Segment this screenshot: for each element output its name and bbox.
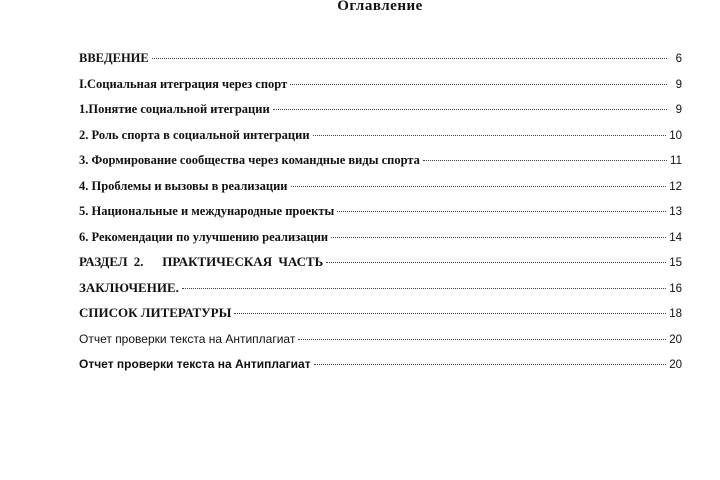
toc-entry-label: 5. Национальные и международные проекты <box>79 204 335 218</box>
toc-title: Оглавление <box>337 0 423 14</box>
dot-leader <box>182 288 666 289</box>
dot-leader <box>331 237 666 238</box>
toc-entry-page: 10 <box>669 129 682 142</box>
toc-entry-page: 9 <box>675 78 682 91</box>
dot-leader <box>326 262 666 263</box>
toc-entry-label: 2. Роль спорта в социальной интеграции <box>79 127 310 142</box>
dot-leader <box>313 135 667 136</box>
toc-entry-label: 4. Проблемы и вызовы в реализации <box>79 178 288 193</box>
toc-entry-label: ЗАКЛЮЧЕНИЕ. <box>79 279 179 295</box>
dot-leader <box>273 109 667 110</box>
toc-entry-section-1-5[interactable] <box>79 203 682 229</box>
toc-entry-section-1-1[interactable] <box>79 101 682 127</box>
dot-leader <box>152 58 667 59</box>
toc-entry-page: 20 <box>669 333 682 346</box>
dot-leader <box>290 84 667 85</box>
toc-entry-label: 6. Рекомендации по улучшению реализации <box>79 229 329 244</box>
toc-entry-page: 9 <box>675 104 682 116</box>
dot-leader <box>423 160 667 161</box>
toc-entry-label: 1.Понятие социальной итеграции <box>79 102 270 116</box>
toc-entry-section-1-2[interactable] <box>79 127 682 153</box>
toc-entry-antiplagiat-report-bold[interactable] <box>79 356 682 382</box>
toc-entry-page: 12 <box>669 180 682 193</box>
toc-entry-label: ВВЕДЕНИЕ <box>79 51 149 65</box>
toc-entry-introduction[interactable] <box>79 50 682 76</box>
toc-entry-page: 13 <box>669 206 682 218</box>
toc-entry-page: 16 <box>669 282 682 295</box>
toc-entry-references[interactable] <box>79 305 682 331</box>
dot-leader <box>314 364 667 365</box>
toc-entry-label: СПИСОК ЛИТЕРАТУРЫ <box>79 305 232 320</box>
toc-entry-page: 20 <box>669 359 682 371</box>
dot-leader <box>298 339 666 340</box>
toc-entry-label: РАЗДЕЛ 2. ПРАКТИЧЕСКАЯ ЧАСТЬ <box>79 254 324 269</box>
dot-leader <box>337 211 666 212</box>
toc-entry-antiplagiat-report[interactable] <box>79 331 682 357</box>
toc-entry-label: Отчет проверки текста на Антиплагиат <box>79 357 311 371</box>
toc-entry-section-1-3[interactable] <box>79 152 682 178</box>
table-of-contents <box>79 50 682 382</box>
toc-entry-chapter-2[interactable] <box>79 254 682 280</box>
toc-entry-page: 18 <box>669 308 682 320</box>
toc-entry-page: 11 <box>670 155 682 167</box>
toc-entry-label: Отчет проверки текста на Антиплагиат <box>79 331 296 346</box>
toc-entry-label: I.Социальная итеграция через спорт <box>79 76 288 91</box>
toc-entry-page: 14 <box>669 231 682 244</box>
dot-leader <box>234 313 666 314</box>
toc-entry-chapter-1[interactable] <box>79 76 682 102</box>
dot-leader <box>291 186 667 187</box>
toc-entry-label: 3. Формирование сообщества через командные виды спорта <box>79 153 420 167</box>
toc-entry-conclusion[interactable] <box>79 280 682 306</box>
toc-entry-section-1-4[interactable] <box>79 178 682 204</box>
toc-entry-page: 6 <box>675 53 682 65</box>
toc-entry-page: 15 <box>669 257 682 269</box>
toc-entry-section-1-6[interactable] <box>79 229 682 255</box>
